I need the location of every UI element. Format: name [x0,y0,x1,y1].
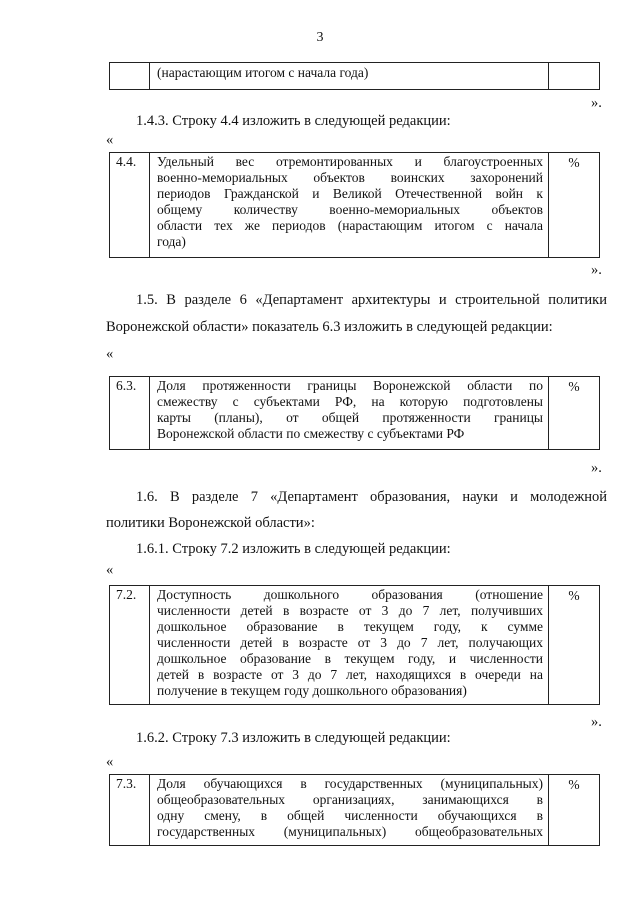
instruction-1-4-3: 1.4.3. Строку 4.4 изложить в следующей редакции: [136,113,451,129]
row-text-line: Удельный вес отремонтированных и благоустроенных [157,154,543,169]
opening-quote: « [106,754,114,770]
table-row-6-3 [109,376,600,450]
row-text-line: детей в возрасте от 3 до 7 лет, находящихся в очереди на [157,667,543,682]
row-number-cell: 7.2. [110,586,150,704]
row-unit-cell: % [568,379,580,394]
row-unit-cell [549,63,599,89]
row-text-line: года) [157,234,186,249]
closing-quote: ». [591,460,602,476]
row-text-line: получение в текущем году дошкольного образования) [157,683,467,698]
page-number: 3 [316,30,324,45]
row-text-line: Доля обучающихся в государственных (муниципальных) [157,776,543,791]
row-text-line: периодов Гражданской и Великой Отечественной войн к [157,186,543,201]
row-text-line: Доля протяженности границы Воронежской области по [157,378,543,393]
row-number-cell: 6.3. [110,377,150,449]
table-row-7-2 [109,585,600,705]
row-text-line: численности детей в возрасте от 3 до 7 лет, получивших [157,603,543,618]
table-row-continuation [109,62,600,90]
row-text-line: численности детей в возрасте от 3 до 7 лет, получающих [157,635,543,650]
row-text-line: государственных (муниципальных) общеобразовательных [157,824,543,839]
row-text-line: смежеству с субъектами РФ, на которую подготовлены [157,394,543,409]
row-text-cell [150,63,549,89]
opening-quote: « [106,562,114,578]
row-text-line: общему количеству военно-мемориальных объектов [157,202,543,217]
row-text-line: дошкольное образование в текущем году, к сумме [157,619,543,634]
paragraph-1-5-line-2: Воронежской области» показатель 6.3 изложить в следующей редакции: [106,319,553,335]
row-text-cell [150,377,549,449]
table-row-7-3 [109,774,600,846]
row-text-line: военно-мемориальных объектов воинских захоронений [157,170,543,185]
closing-quote: ». [591,95,602,111]
paragraph-1-6-line-2: политики Воронежской области»: [106,515,315,531]
row-text-line: Доступность дошкольного образования (отношение [157,587,543,602]
row-text-line: карты (планы), от общей протяженности границы [157,410,543,425]
row-text-line: общеобразовательных организациях, занимающихся в [157,792,543,807]
row-text-line: одну смену, в общей численности обучающихся в [157,808,543,823]
paragraph-1-6-line-1: 1.6. В разделе 7 «Департамент образования, науки и молодежной [136,489,607,505]
row-text-line: дошкольное образование в текущем году, и численности [157,651,543,666]
row-unit-cell: % [568,777,580,792]
row-number-cell: 7.3. [110,775,150,845]
row-text-cell [150,153,549,257]
opening-quote: « [106,346,114,362]
row-number-cell: 4.4. [110,153,150,257]
closing-quote: ». [591,714,602,730]
table-row-4-4 [109,152,600,258]
row-unit-cell: % [568,155,580,170]
row-text-line: Воронежской области по смежеству с субъектами РФ [157,426,465,441]
opening-quote: « [106,132,114,148]
row-unit-cell: % [568,588,580,603]
row-number-cell [110,63,150,89]
instruction-1-6-1: 1.6.1. Строку 7.2 изложить в следующей редакции: [136,541,451,557]
closing-quote: ». [591,262,602,278]
row-text-cell [150,586,549,704]
paragraph-1-5-line-1: 1.5. В разделе 6 «Департамент архитектуры и строительной политики [136,292,607,308]
row-text-line: области тех же периодов (нарастающим итогом с начала [157,218,543,233]
row-text-cell [150,775,549,845]
instruction-1-6-2: 1.6.2. Строку 7.3 изложить в следующей редакции: [136,730,451,746]
row-text-line: (нарастающим итогом с начала года) [157,65,369,80]
